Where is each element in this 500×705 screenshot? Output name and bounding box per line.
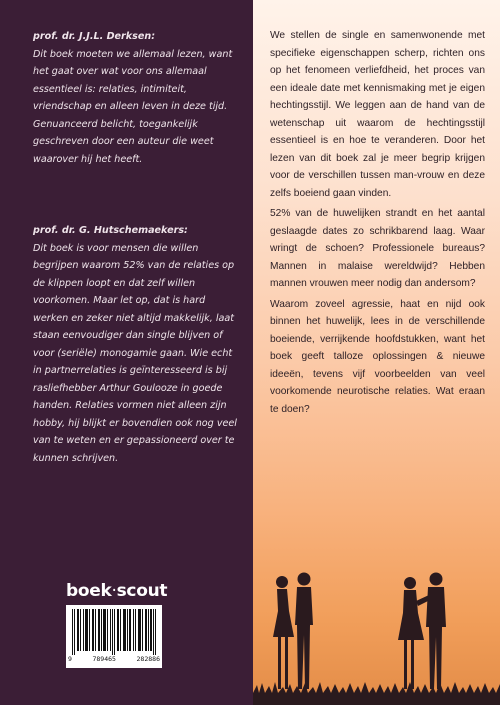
logo-part-2: scout <box>116 581 168 601</box>
blurb-paragraph-3: Waarom zoveel agressie, haat en nijd ook binnen het huwelijk, lees in de verschillende boeiende, verrijkende hoofdstukken, want het boek geeft talloze oplossingen & nieuwe ideeën, tevens vijf voorbeelden van veel voorkomende neurotische relaties. Wat eraan te doen? <box>270 298 485 415</box>
quote-2-author: prof. dr. G. Hutschemaekers: <box>33 225 188 236</box>
blurb-paragraph-2: 52% van de huwelijken strandt en het aantal geslaagde dates zo schrikbarend laag. Waar wringt de schoen? Professionele bureaus? Mannen in malaise wereldwijd? Hebben mannen vrouwen meer nodig dan andersom? <box>270 208 485 289</box>
quote-2-text: Dit boek is voor mensen die willen begrijpen waarom 52% van de relaties op de klippen loopt en dat zelf willen voorkomen. Maar let op, dat is hard werken en zeker niet altijd makkelijk, laat staan eenvoudiger dan single blijven of voor (seriële) monogamie gaan. Wie echt in partnerrelaties is geïnteresseerd is bij rasliefhebber Arthur Goulooze in goede handen. Relaties vormen niet alleen zijn hobby, hij blijkt er bovendien ook nog veel van te weten en er gepassioneerd over te kunnen schrijven. <box>33 242 237 464</box>
barcode-digit-group-2: 789465 <box>92 655 116 663</box>
publisher-logo <box>66 581 167 601</box>
isbn-barcode <box>66 605 162 668</box>
barcode-icon <box>72 609 156 655</box>
barcode-digits <box>68 655 160 663</box>
endorsement-quote-2 <box>33 222 243 467</box>
logo-separator: · <box>111 581 117 601</box>
barcode-digit-group-3: 282886 <box>136 655 160 663</box>
back-cover-right-panel <box>253 0 500 705</box>
logo-part-1: boek <box>66 581 112 601</box>
barcode-digit-group-1: 9 <box>68 655 72 663</box>
couple-silhouette-icon <box>253 565 500 705</box>
endorsement-quote-1 <box>33 28 243 168</box>
blurb-paragraph-1: We stellen de single en samenwonende met specifieke eigenschappen scherp, richten ons op het fenomeen verliefdheid, het proces van een ideale date met kennismaking met je eigen hechtingsstijl. We leggen aan de hand van de wetenschap uit waarom de hechtingsstijl essentieel is en hoe te veranderen. Door het lezen van dit boek zal je meer begrip krijgen voor de verschillen tussen man-vrouw en deze zelfs boeiend gaan vinden. <box>270 30 485 199</box>
blurb-text <box>270 27 485 421</box>
quote-1-author: prof. dr. J.J.L. Derksen: <box>33 31 156 42</box>
quote-1-text: Dit boek moeten we allemaal lezen, want het gaat over wat voor ons allemaal essentieel is: relaties, intimiteit, vriendschap en alleen leven in deze tijd. Genuanceerd belicht, toegankelijk geschreven door een auteur die weet waarover hij het heeft. <box>33 48 233 165</box>
